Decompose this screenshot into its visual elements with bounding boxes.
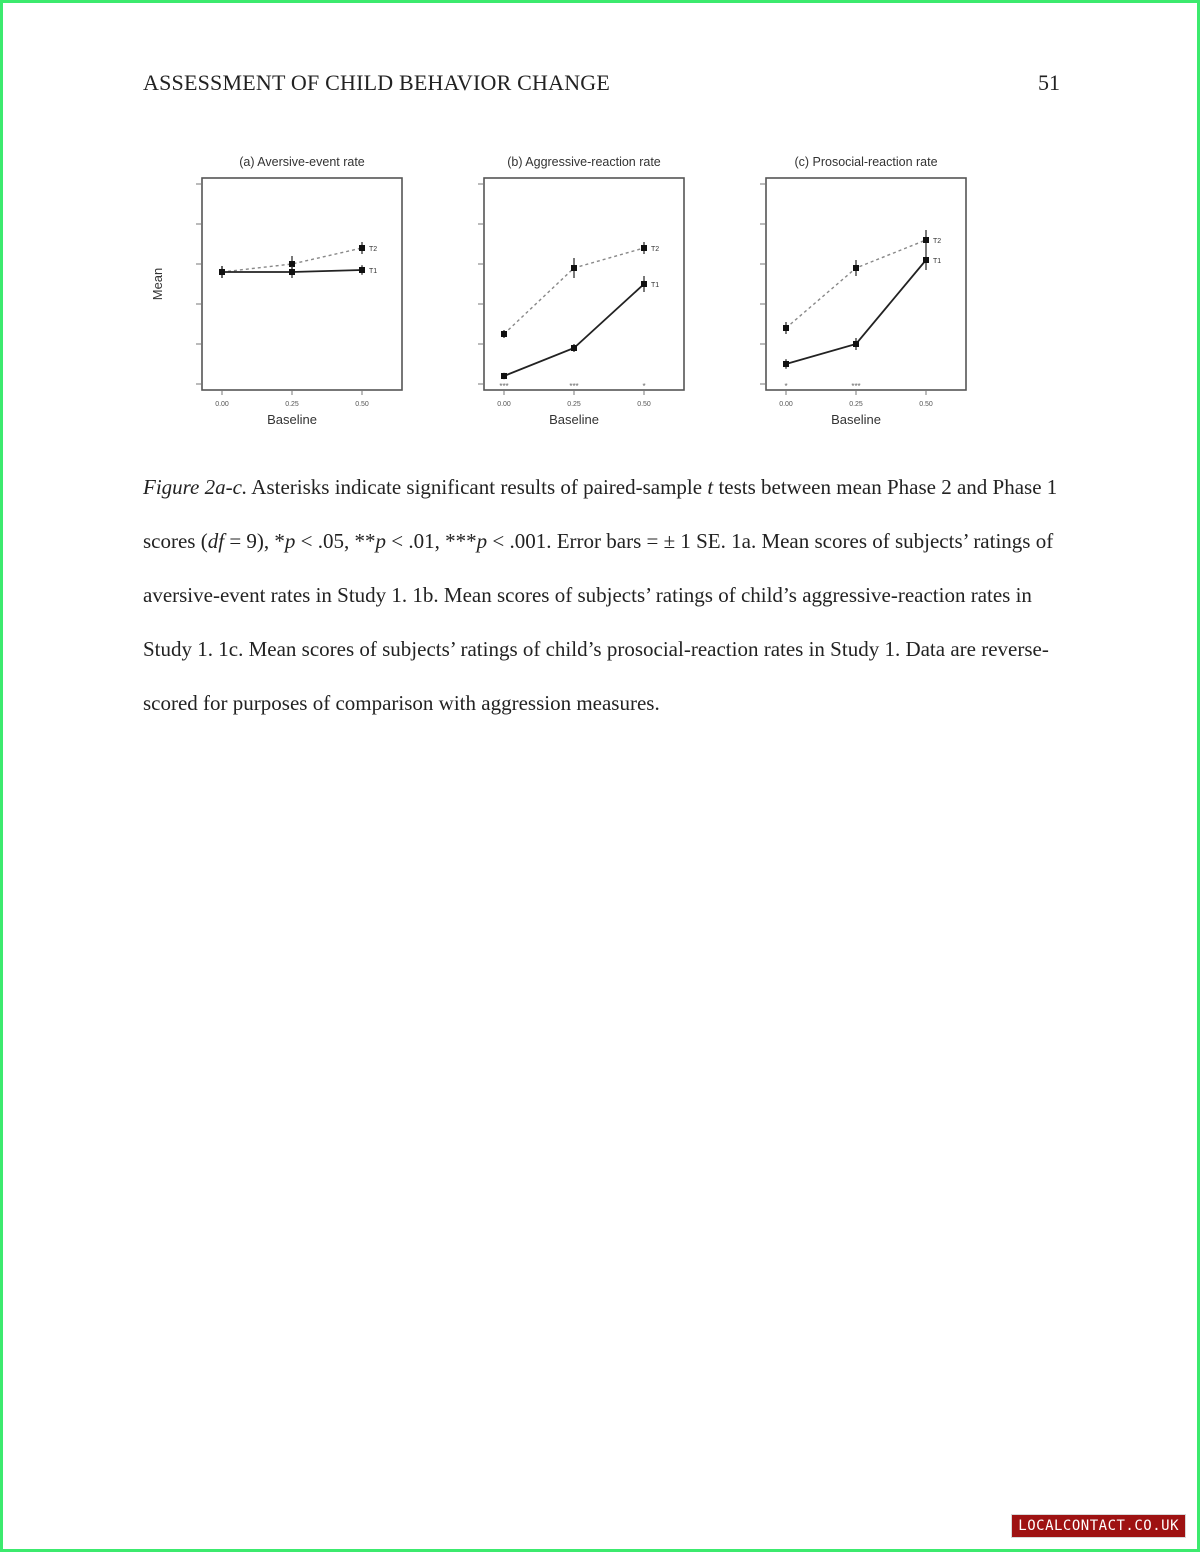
x-tick-label: 0.25 <box>567 401 581 408</box>
data-point <box>571 345 577 351</box>
caption-p: p <box>284 529 296 553</box>
plot-frame <box>766 178 966 390</box>
x-tick-label: 0.00 <box>497 401 511 408</box>
y-axis-label: Mean <box>150 267 165 301</box>
significance-label: *** <box>569 382 579 391</box>
data-point <box>289 269 295 275</box>
series-label: T2 <box>369 246 378 253</box>
data-point <box>501 373 507 379</box>
chart-title: (c) Prosocial-reaction rate <box>794 155 938 169</box>
x-tick-label: 0.25 <box>849 401 863 408</box>
series-label: T2 <box>933 238 942 245</box>
x-axis-label: Baseline <box>549 412 599 427</box>
significance-label: * <box>784 382 788 391</box>
caption-t: t <box>707 475 714 499</box>
running-header <box>143 70 1060 104</box>
x-tick-label: 0.50 <box>637 401 651 408</box>
plot-frame <box>202 178 402 390</box>
significance-label: *** <box>499 382 509 391</box>
series-label: T1 <box>369 268 378 275</box>
significance-label: * <box>642 382 646 391</box>
figure-2 <box>140 148 1000 438</box>
caption-text: < .05, ** <box>295 529 376 553</box>
data-point <box>641 281 647 287</box>
page-number: 51 <box>1038 70 1060 95</box>
x-tick-label: 0.50 <box>919 401 933 408</box>
data-point <box>359 267 365 273</box>
caption-text: = 9), * <box>224 529 285 553</box>
data-point <box>571 265 577 271</box>
data-point <box>923 257 929 263</box>
caption-text: tests between mean Phase 2 and Phase 1 scores ( <box>143 475 1058 553</box>
x-tick-label: 0.50 <box>355 401 369 408</box>
caption-p: p <box>375 529 387 553</box>
chart-panel-1 <box>150 155 402 427</box>
figure-svg <box>140 148 1000 438</box>
series-label: T1 <box>933 258 942 265</box>
caption-label: Figure 2a-c. <box>143 475 248 499</box>
figure-caption <box>143 460 1063 730</box>
series-line-T1 <box>504 284 644 376</box>
chart-panel-3 <box>760 155 966 427</box>
data-point <box>219 269 225 275</box>
x-tick-label: 0.00 <box>779 401 793 408</box>
x-axis-label: Baseline <box>267 412 317 427</box>
data-point <box>853 265 859 271</box>
caption-text: < .001. Error bars = ± 1 SE. 1a. Mean scores of subjects’ ratings of aversive-event rates in Study 1. 1b. Mean scores of subjects’ ratings of child’s aggressive-reaction rates in Study 1. 1c. Mean scores of subjects’ ratings of child’s prosocial-reaction rates in Study 1. Data are reverse-scored for purposes of comparison with aggression measures. <box>143 529 1054 715</box>
caption-text: < .01, *** <box>386 529 477 553</box>
caption-p: p <box>476 529 488 553</box>
data-point <box>853 341 859 347</box>
data-point <box>359 245 365 251</box>
x-tick-label: 0.25 <box>285 401 299 408</box>
running-head: ASSESSMENT OF CHILD BEHAVIOR CHANGE <box>143 70 611 95</box>
data-point <box>501 331 507 337</box>
caption-text: Asterisks indicate significant results of paired-sample <box>247 475 708 499</box>
chart-title: (b) Aggressive-reaction rate <box>507 155 661 169</box>
data-point <box>783 325 789 331</box>
significance-label: *** <box>851 382 861 391</box>
data-point <box>923 237 929 243</box>
data-point <box>783 361 789 367</box>
chart-title: (a) Aversive-event rate <box>239 155 365 169</box>
x-axis-label: Baseline <box>831 412 881 427</box>
series-label: T2 <box>651 246 660 253</box>
chart-panel-2 <box>478 155 684 427</box>
data-point <box>641 245 647 251</box>
watermark-badge[interactable]: LOCALCONTACT.CO.UK <box>1011 1514 1186 1538</box>
x-tick-label: 0.00 <box>215 401 229 408</box>
caption-df: df <box>207 529 225 553</box>
series-label: T1 <box>651 282 660 289</box>
